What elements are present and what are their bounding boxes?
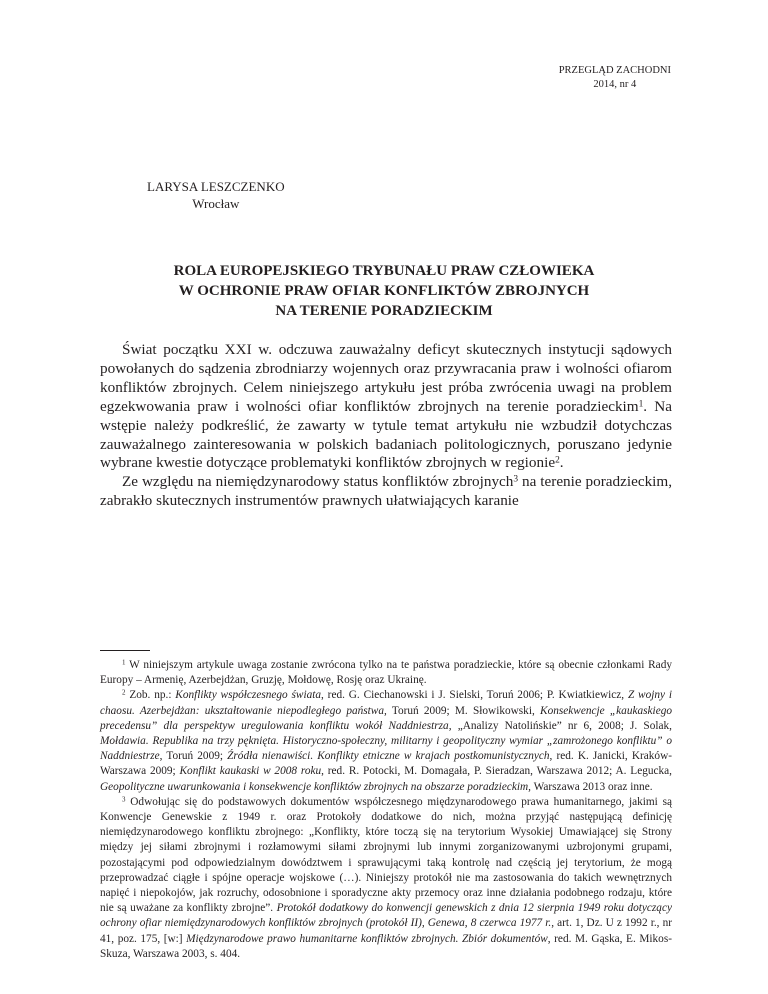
footnote-ref[interactable]: 2: [555, 455, 560, 466]
citation-title: Źródła nienawiści. Konflikty etniczne w krajach postkomunistycznych: [227, 750, 550, 763]
author-block: [147, 178, 285, 212]
author-name: LARYSA LESZCZENKO: [147, 179, 285, 194]
citation-title: Geopolityczne uwarunkowania i konsekwencje konfliktów zbrojnych na obszarze poradzieckim,: [100, 780, 531, 793]
footnote-separator: [100, 650, 150, 651]
body-text: .: [559, 454, 564, 472]
footnote-text: , red. G. Ciechanowski i J. Sielski, Toruń 2006; P. Kwiatkiewicz,: [321, 689, 628, 702]
title-line: ROLA EUROPEJSKIEGO TRYBUNAŁU PRAW CZŁOWIEKA: [173, 263, 595, 279]
footnote-text: , art. 1, Dz. U z 1992 r., nr 41, poz. 175, [w:]: [100, 917, 672, 945]
footnote-text: Zob. np.:: [129, 689, 176, 702]
body-paragraph: [100, 341, 672, 473]
article-body: [100, 341, 672, 511]
journal-issue: 2014, nr 4: [593, 79, 637, 90]
footnote-ref[interactable]: 1: [638, 399, 644, 410]
journal-name: PRZEGLĄD ZACHODNI: [558, 65, 671, 76]
footnote-text: , red. K. Janicki, Kraków-Warszawa 2009;: [100, 750, 672, 778]
journal-header: [559, 64, 671, 92]
body-text: Świat początku XXI w. odczuwa zauważalny deficyt skutecznych instytucji sądowych powołanych do sądzenia zbrodniarzy wojennych oraz przywracania praw i wolności ofiarom konfliktów zbrojnych. Celem niniejszego artykułu jest próba zwrócenia uwagi na problem egzekwowania praw i wolności ofiar konfliktów zbrojnych na terenie poradzieckim: [100, 341, 672, 415]
citation-title: Konsekwencje „kaukaskiego precedensu” dla perspektyw uregulowania konfliktu wokół Naddniestrza,: [100, 704, 673, 732]
footnote-2: [100, 688, 672, 794]
footnote-text: Warszawa 2013 oraz inne.: [531, 780, 653, 793]
footnote-number: 3: [122, 795, 126, 804]
citation-title: Międzynarodowe prawo humanitarne konfliktów zbrojnych. Zbiór dokumentów: [186, 932, 548, 945]
footnote-text: Toruń 2009; M. Słowikowski,: [386, 704, 541, 717]
footnote-text: Odwołując się do podstawowych dokumentów współczesnego międzynarodowego prawa humanitarnego, jakimi są Konwencje Genewskie z 1949 r. oraz Protokoły dodatkowe do nich, można przyjąć następującą definicję niemiędzynarodowego konfliktu zbrojnego: „Konflikty, które toczą się na terytorium Wysokiej Umawiającej się Strony między jej siłami zbrojnymi i rozłamowymi siłami zbrojnymi lub innymi zorganizowanymi uzbrojonymi grupami, pozostającymi pod odpowiedzialnym dowództwem i sprawującymi taką kontrolę nad częścią jej terytorium, że mogą przeprowadzać ciągłe i spójne operacje wojskowe (…). Niniejszy protokół nie ma zastosowania do takich wewnętrznych napięć i niepokojów, jak rozruchy, odosobnione i sporadyczne akty przemocy oraz inne działania podobnego rodzaju, które nie są uważane za konflikty zbrojne”.: [100, 795, 672, 915]
citation-title: Z wojny i chaosu. Azerbejdżan: ukształtowanie niepodległego państwa,: [100, 689, 673, 717]
footnote-3: [100, 795, 672, 962]
citation-title: Konflikt kaukaski w 2008 roku: [179, 765, 322, 778]
citation-title: Mołdawia. Republika na trzy pęknięta. Historyczno-społeczny, militarny i geopolityczny wymiar „zamrożonego konfliktu” o Naddniestrze: [100, 735, 672, 763]
footnote-text: , Toruń 2009;: [159, 750, 228, 763]
body-text: . Na wstępie należy podkreślić, że zawarty w tytule temat artykułu nie wzbudził dotychczas zauważalnego zainteresowania w polskich badaniach politologicznych, poruszano jedynie wybrane kwestie dotyczące problematyki konfliktów zbrojnych w regionie: [100, 397, 672, 472]
title-line: W OCHRONIE PRAW OFIAR KONFLIKTÓW ZBROJNYCH: [178, 283, 590, 299]
footnote-1: [100, 658, 672, 688]
citation-title: Konflikty współczesnego świata: [175, 689, 322, 702]
body-text: Ze względu na niemiędzynarodowy status konfliktów zbrojnych: [122, 473, 514, 491]
footnote-text: W niniejszym artykule uwaga zostanie zwrócona tylko na te państwa poradzieckie, które są obecnie członkami Rady Europy – Armenię, Azerbejdżan, Gruzję, Mołdowę, Rosję oraz Ukrainę.: [100, 659, 672, 687]
body-paragraph: [100, 473, 672, 511]
footnote-number: 2: [122, 688, 126, 697]
footnote-text: , red. R. Potocki, M. Domagała, P. Sieradzan, Warszawa 2012; A. Legucka,: [321, 765, 673, 778]
footnote-text: , red. M. Gąska, E. Mikos-Skuza, Warszawa 2003, s. 404.: [100, 932, 672, 960]
author-city: Wrocław: [192, 196, 240, 211]
body-text: na terenie poradzieckim, zabrakło skutecznych instrumentów prawnych ułatwiających karanie: [100, 473, 672, 510]
footnote-ref[interactable]: 3: [513, 474, 519, 485]
footnote-text: „Analizy Natolińskie” nr 6, 2008; J. Solak,: [451, 719, 672, 732]
article-title: [100, 261, 668, 321]
footnotes: [100, 658, 672, 962]
footnote-number: 1: [122, 658, 126, 667]
citation-title: Protokół dodatkowy do konwencji genewskich z dnia 12 sierpnia 1949 roku dotyczący ochrony ofiar niemiędzynarodowych konfliktów zbrojnych (protokół II), Genewa, 8 czerwca 1977 r.: [100, 902, 672, 930]
title-line: NA TERENIE PORADZIECKIM: [275, 303, 493, 319]
